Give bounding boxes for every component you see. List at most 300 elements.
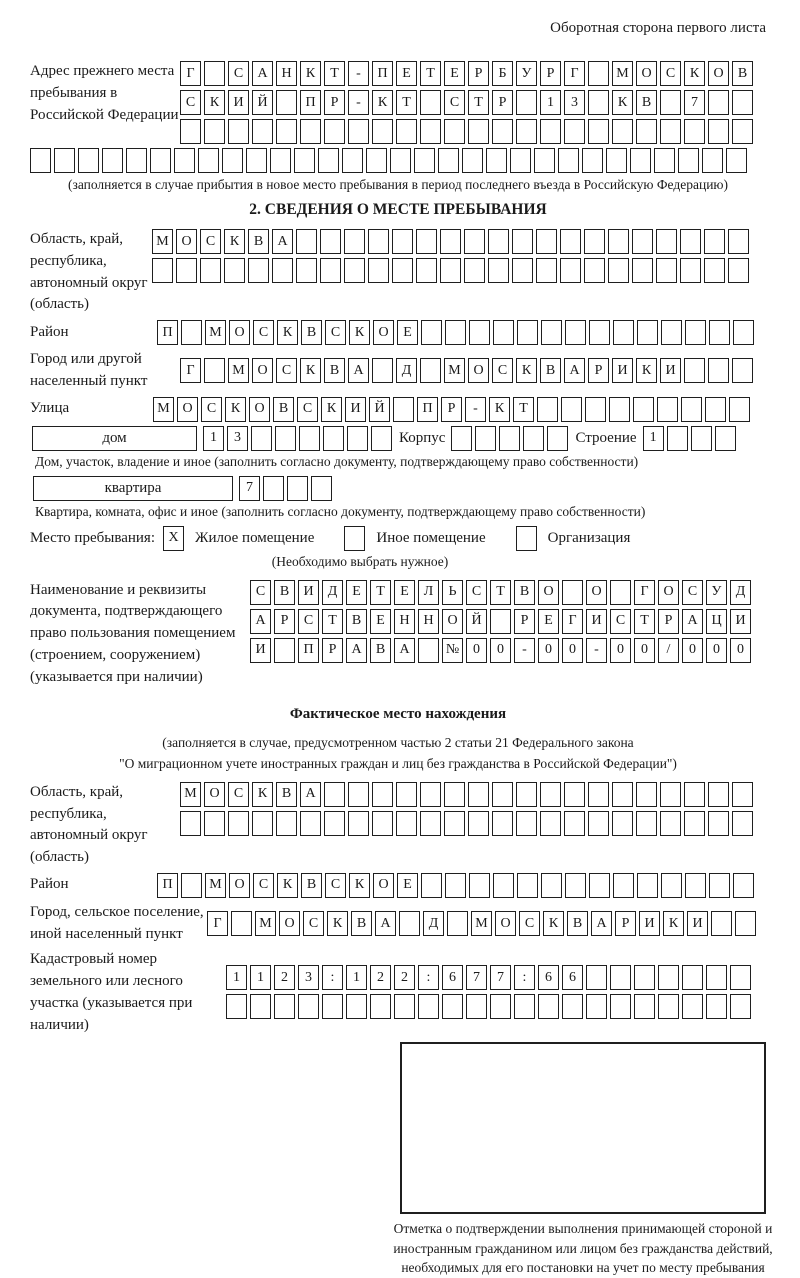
char-box [296, 258, 317, 283]
char-box [396, 811, 417, 836]
char-box [318, 148, 339, 173]
char-box: Р [492, 90, 513, 115]
stay-option-other-label: Иное помещение [376, 529, 486, 546]
char-box: Е [538, 609, 559, 634]
char-box: В [540, 358, 561, 383]
char-box [728, 229, 749, 254]
char-box [512, 229, 533, 254]
char-box [708, 782, 729, 807]
char-box: Т [468, 90, 489, 115]
char-box: С [519, 911, 540, 936]
char-box [715, 426, 736, 451]
fact-region-block [30, 782, 766, 869]
char-box: Г [634, 580, 655, 605]
char-box: К [327, 911, 348, 936]
char-box [612, 782, 633, 807]
city-row [180, 358, 756, 383]
char-box: Е [370, 609, 391, 634]
char-box [711, 911, 732, 936]
char-box [562, 994, 583, 1019]
char-box [416, 258, 437, 283]
char-box [396, 119, 417, 144]
fact-region-row-2 [180, 811, 756, 836]
char-box: Л [418, 580, 439, 605]
char-box [54, 148, 75, 173]
char-box: М [153, 397, 174, 422]
char-box [276, 90, 297, 115]
char-box: С [276, 358, 297, 383]
char-box [420, 358, 441, 383]
char-box [514, 994, 535, 1019]
char-box [296, 229, 317, 254]
char-box: : [514, 965, 535, 990]
char-box [490, 609, 511, 634]
char-box [588, 61, 609, 86]
fact-city-block [30, 902, 766, 946]
char-box [30, 148, 51, 173]
char-box: О [495, 911, 516, 936]
char-box [323, 426, 344, 451]
char-box [492, 119, 513, 144]
char-box: К [349, 320, 370, 345]
char-box: П [157, 320, 178, 345]
char-box [311, 476, 332, 501]
char-box: 6 [442, 965, 463, 990]
prev-address-row-2 [180, 90, 756, 115]
char-box: В [514, 580, 535, 605]
char-box [444, 811, 465, 836]
char-box [276, 119, 297, 144]
char-box: С [228, 782, 249, 807]
char-box [708, 119, 729, 144]
char-box: К [225, 397, 246, 422]
char-box: : [418, 965, 439, 990]
char-box: К [612, 90, 633, 115]
char-box: Е [396, 61, 417, 86]
char-box: С [253, 873, 274, 898]
char-box [469, 320, 490, 345]
char-box [150, 148, 171, 173]
char-box: С [228, 61, 249, 86]
cadastral-row-2 [226, 994, 754, 1019]
fact-region-label: Область, край, республика, автономный округ (область) [30, 783, 148, 865]
char-box [246, 148, 267, 173]
char-box [516, 526, 537, 551]
char-box: О [636, 61, 657, 86]
char-box [609, 397, 630, 422]
char-box: 3 [227, 426, 248, 451]
char-box [684, 358, 705, 383]
district-label: Район [30, 323, 69, 340]
char-box: П [417, 397, 438, 422]
char-box [414, 148, 435, 173]
char-box [372, 811, 393, 836]
char-box [732, 811, 753, 836]
char-box [660, 119, 681, 144]
char-box: Д [730, 580, 751, 605]
actual-location-title: Фактическое место нахождения [289, 706, 507, 723]
char-box [420, 811, 441, 836]
char-box [608, 258, 629, 283]
char-box [464, 258, 485, 283]
actual-location-note [30, 733, 766, 774]
char-box: С [466, 580, 487, 605]
char-box: Т [370, 580, 391, 605]
char-box [732, 90, 753, 115]
char-box [561, 397, 582, 422]
char-box: П [157, 873, 178, 898]
char-box [656, 258, 677, 283]
char-box: О [442, 609, 463, 634]
char-box: Р [468, 61, 489, 86]
char-box: 0 [538, 638, 559, 663]
char-box [589, 873, 610, 898]
cadastral-label: Кадастровый номер земельного или лесного участка (указывается при наличии) [30, 951, 193, 1033]
char-box: О [658, 580, 679, 605]
char-box: К [277, 320, 298, 345]
char-box [222, 148, 243, 173]
char-box: 2 [394, 965, 415, 990]
char-box [299, 426, 320, 451]
char-box [468, 119, 489, 144]
char-box [231, 911, 252, 936]
char-box [584, 229, 605, 254]
char-box [371, 426, 392, 451]
char-box [586, 994, 607, 1019]
apartment-block [30, 476, 766, 501]
char-box: 6 [562, 965, 583, 990]
char-box [252, 811, 273, 836]
char-box [475, 426, 496, 451]
char-box: 7 [239, 476, 260, 501]
char-box: С [492, 358, 513, 383]
char-box [486, 148, 507, 173]
fact-city-row [207, 911, 759, 936]
fact-district-label: Район [30, 876, 69, 893]
char-box: А [375, 911, 396, 936]
char-box: И [250, 638, 271, 663]
section2-title: 2. СВЕДЕНИЯ О МЕСТЕ ПРЕБЫВАНИЯ [249, 201, 547, 218]
stay-type-note: (Необходимо выбрать нужное) [271, 553, 449, 569]
char-box [610, 965, 631, 990]
char-box [610, 580, 631, 605]
document-block [30, 580, 766, 689]
char-box: Р [540, 61, 561, 86]
char-box [613, 873, 634, 898]
char-box [682, 994, 703, 1019]
char-box: - [514, 638, 535, 663]
char-box [102, 148, 123, 173]
char-box: Д [396, 358, 417, 383]
char-box [541, 873, 562, 898]
char-box: В [370, 638, 391, 663]
char-box [516, 90, 537, 115]
char-box [274, 638, 295, 663]
char-box: К [321, 397, 342, 422]
char-box [180, 811, 201, 836]
char-box: Й [369, 397, 390, 422]
char-box [344, 229, 365, 254]
char-box [612, 119, 633, 144]
char-box [393, 397, 414, 422]
char-box [346, 994, 367, 1019]
char-box: М [180, 782, 201, 807]
char-box [445, 873, 466, 898]
char-box: И [730, 609, 751, 634]
char-box [660, 90, 681, 115]
char-box [562, 580, 583, 605]
char-box [684, 119, 705, 144]
char-box [204, 358, 225, 383]
char-box [493, 320, 514, 345]
char-box: В [567, 911, 588, 936]
char-box: С [325, 873, 346, 898]
page-header-note: Оборотная сторона первого листа [550, 20, 766, 36]
char-box [661, 320, 682, 345]
char-box [421, 320, 442, 345]
char-box [681, 397, 702, 422]
char-box: X [163, 526, 184, 551]
char-box [733, 873, 754, 898]
char-box: 0 [682, 638, 703, 663]
char-box [180, 119, 201, 144]
char-box [492, 811, 513, 836]
char-box: М [205, 873, 226, 898]
char-box [691, 426, 712, 451]
char-box [469, 873, 490, 898]
char-box [490, 994, 511, 1019]
char-box [444, 119, 465, 144]
char-box [516, 119, 537, 144]
char-box [705, 397, 726, 422]
char-box [685, 873, 706, 898]
char-box [298, 994, 319, 1019]
char-box: А [272, 229, 293, 254]
apartment-caption: Квартира, комната, офис и иное (заполнить согласно документу, подтверждающему право собственности) [35, 503, 646, 519]
char-box [608, 229, 629, 254]
char-box: Т [490, 580, 511, 605]
region-block [30, 229, 766, 316]
char-box [368, 258, 389, 283]
char-box [658, 965, 679, 990]
char-box [584, 258, 605, 283]
char-box: Г [564, 61, 585, 86]
char-box: О [204, 782, 225, 807]
char-box: О [538, 580, 559, 605]
char-box [536, 258, 557, 283]
char-box [637, 873, 658, 898]
actual-location-note-line1: (заполняется в случае, предусмотренном частью 2 статьи 21 Федерального закона [162, 735, 634, 751]
char-box: - [465, 397, 486, 422]
char-box: В [248, 229, 269, 254]
char-box: В [732, 61, 753, 86]
char-box: С [325, 320, 346, 345]
char-box [560, 229, 581, 254]
char-box [251, 426, 272, 451]
char-box [276, 811, 297, 836]
char-box [685, 320, 706, 345]
char-box [735, 911, 756, 936]
prev-address-row-4 [30, 148, 766, 173]
char-box [636, 811, 657, 836]
char-box [564, 811, 585, 836]
char-box: К [349, 873, 370, 898]
char-box [606, 148, 627, 173]
cadastral-block [30, 949, 766, 1036]
char-box [442, 994, 463, 1019]
char-box [588, 90, 609, 115]
char-box: К [204, 90, 225, 115]
char-box [204, 119, 225, 144]
char-box: Т [420, 61, 441, 86]
char-box: С [200, 229, 221, 254]
char-box: Р [441, 397, 462, 422]
char-box [347, 426, 368, 451]
char-box [224, 258, 245, 283]
stay-option-residential-label: Жилое помещение [195, 529, 315, 546]
char-box [634, 965, 655, 990]
korpus-label: Корпус [399, 429, 446, 446]
char-box: А [564, 358, 585, 383]
char-box [516, 811, 537, 836]
char-box [708, 811, 729, 836]
char-box: 3 [564, 90, 585, 115]
char-box: Р [588, 358, 609, 383]
char-box: А [591, 911, 612, 936]
char-box: Б [492, 61, 513, 86]
char-box: М [471, 911, 492, 936]
char-box [589, 320, 610, 345]
char-box [565, 873, 586, 898]
char-box [320, 229, 341, 254]
char-box: В [346, 609, 367, 634]
char-box: В [274, 580, 295, 605]
char-box [510, 148, 531, 173]
char-box [416, 229, 437, 254]
char-box: И [612, 358, 633, 383]
prev-address-label: Адрес прежнего места пребывания в Российской Федерации [30, 63, 179, 123]
char-box [418, 638, 439, 663]
char-box [637, 320, 658, 345]
char-box [684, 811, 705, 836]
char-box: О [708, 61, 729, 86]
char-box: В [324, 358, 345, 383]
char-box [729, 397, 750, 422]
street-block [30, 397, 766, 422]
char-box: П [298, 638, 319, 663]
char-box: О [177, 397, 198, 422]
char-box: Н [276, 61, 297, 86]
char-box [440, 258, 461, 283]
char-box [344, 258, 365, 283]
char-box: О [249, 397, 270, 422]
char-box: Г [180, 61, 201, 86]
apartment-type-box [33, 476, 233, 501]
char-box: О [279, 911, 300, 936]
char-box: Й [466, 609, 487, 634]
char-box [536, 229, 557, 254]
char-box [632, 258, 653, 283]
document-row-3 [250, 638, 754, 663]
char-box [392, 229, 413, 254]
char-box: И [660, 358, 681, 383]
char-box: К [372, 90, 393, 115]
char-box [732, 782, 753, 807]
document-row-2 [250, 609, 754, 634]
char-box: Р [274, 609, 295, 634]
char-box [392, 258, 413, 283]
char-box: 1 [250, 965, 271, 990]
char-box [633, 397, 654, 422]
char-box [300, 119, 321, 144]
char-box [372, 119, 393, 144]
char-box [656, 229, 677, 254]
char-box: Р [324, 90, 345, 115]
char-box [394, 994, 415, 1019]
char-box: М [255, 911, 276, 936]
char-box: / [658, 638, 679, 663]
fact-district-block [30, 873, 766, 898]
char-box [517, 320, 538, 345]
char-box [198, 148, 219, 173]
char-box [348, 782, 369, 807]
city-block [30, 349, 766, 393]
char-box: И [586, 609, 607, 634]
char-box [181, 320, 202, 345]
char-box: Р [322, 638, 343, 663]
house-type-value: дом [102, 429, 127, 446]
char-box: Р [514, 609, 535, 634]
char-box: М [152, 229, 173, 254]
stay-option-residential-checkbox [163, 526, 187, 551]
char-box [263, 476, 284, 501]
char-box [516, 782, 537, 807]
char-box [678, 148, 699, 173]
char-box [706, 965, 727, 990]
char-box [320, 258, 341, 283]
char-box [630, 148, 651, 173]
char-box [588, 119, 609, 144]
char-box: О [252, 358, 273, 383]
street-row [153, 397, 753, 422]
char-box: 0 [490, 638, 511, 663]
char-box [445, 320, 466, 345]
char-box [342, 148, 363, 173]
char-box [534, 148, 555, 173]
char-box: Ь [442, 580, 463, 605]
char-box [324, 119, 345, 144]
char-box: У [516, 61, 537, 86]
char-box: А [682, 609, 703, 634]
stay-type-label: Место пребывания: [30, 529, 155, 546]
char-box: С [660, 61, 681, 86]
char-box: П [300, 90, 321, 115]
document-row-1 [250, 580, 754, 605]
char-box [275, 426, 296, 451]
char-box: Д [423, 911, 444, 936]
char-box: А [348, 358, 369, 383]
char-box [706, 994, 727, 1019]
char-box: Г [207, 911, 228, 936]
char-box: О [373, 873, 394, 898]
char-box [613, 320, 634, 345]
char-box [684, 782, 705, 807]
char-box [181, 873, 202, 898]
char-box [565, 320, 586, 345]
char-box [418, 994, 439, 1019]
char-box [370, 994, 391, 1019]
char-box [368, 229, 389, 254]
